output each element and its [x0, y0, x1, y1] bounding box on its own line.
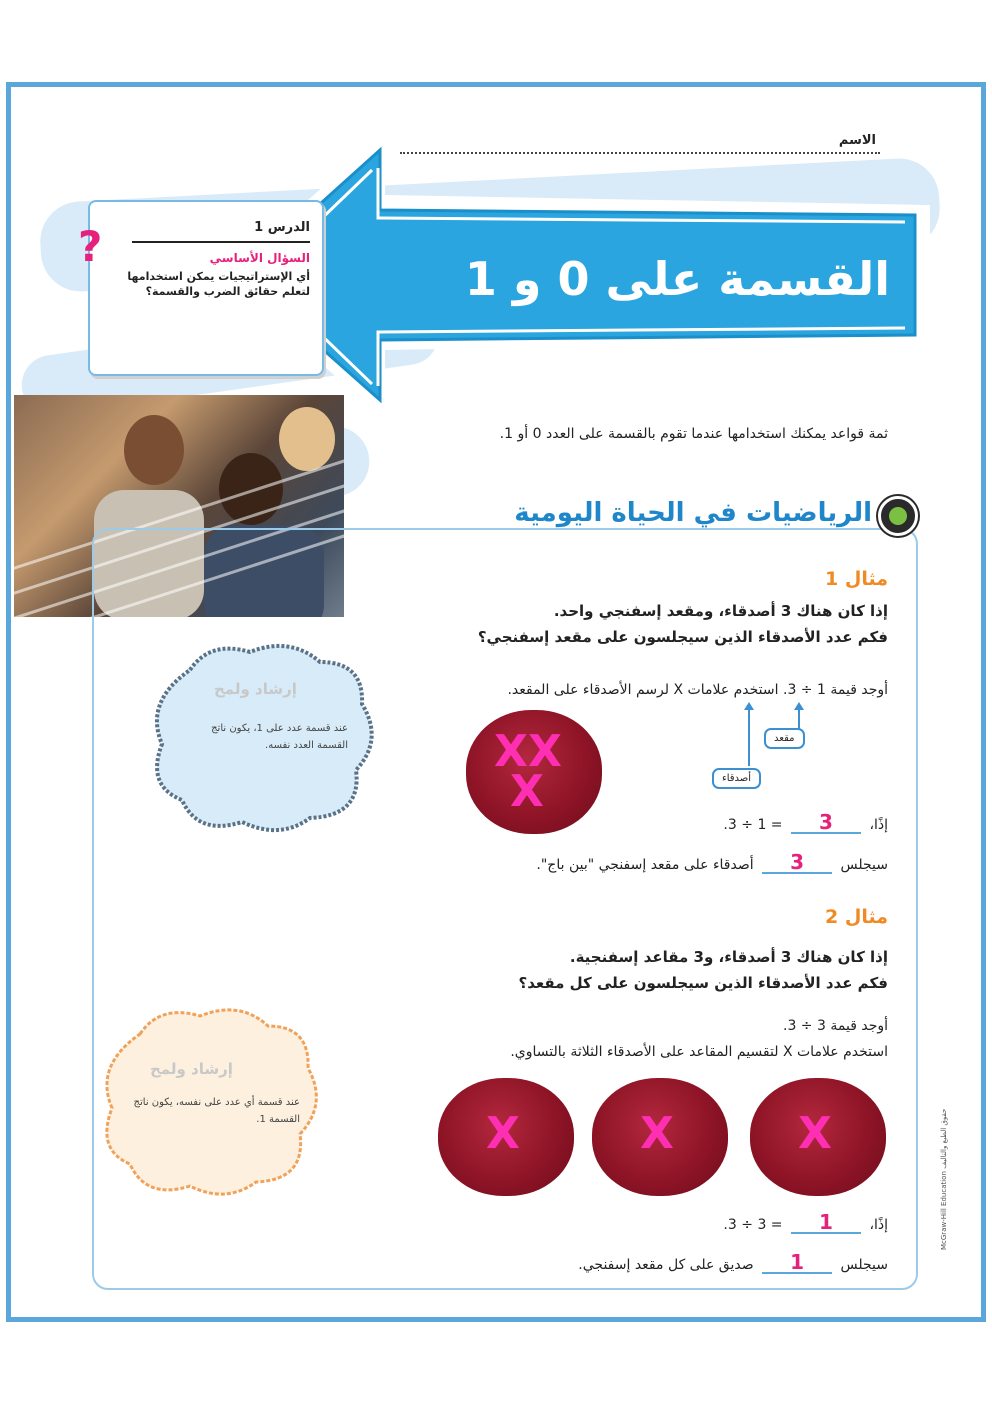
example2-question-line2: فكم عدد الأصدقاء الذين سيجلسون على كل مقعد؟: [518, 974, 888, 992]
result-prefix: إذًا،: [869, 817, 888, 833]
sit-suffix: صديق على كل مقعد إسفنجي.: [578, 1257, 754, 1273]
lesson-card: [88, 200, 324, 376]
x-mark: X: [640, 1108, 674, 1159]
x-mark: X: [494, 726, 528, 777]
beanbag-seat: [750, 1078, 886, 1196]
x-mark: X: [510, 766, 544, 817]
copyright-credit: McGraw-Hill Education حقوق الطبع والتأليف: [940, 1108, 948, 1250]
seat-tag: مقعد: [764, 728, 805, 749]
beanbag-seat: [592, 1078, 728, 1196]
question-mark-icon: ?: [78, 222, 103, 271]
example2-result-answer[interactable]: 1: [791, 1212, 861, 1234]
example1-heading: مثال 1: [825, 568, 888, 590]
sit-prefix: سيجلس: [840, 1257, 888, 1273]
name-label: الاسم: [838, 133, 876, 148]
result-prefix: إذًا،: [869, 1217, 888, 1233]
result-expression: = 3 ÷ 3.: [723, 1217, 783, 1233]
divider: [132, 241, 310, 243]
example1-question-line2: فكم عدد الأصدقاء الذين سيجلسون على مقعد إسفنجي؟: [477, 628, 888, 646]
example2-sit-answer[interactable]: 1: [762, 1252, 832, 1274]
friends-tag: أصدقاء: [712, 768, 761, 789]
intro-text: ثمة قواعد يمكنك استخدامها عندما تقوم بالقسمة على العدد 0 أو 1.: [499, 426, 888, 442]
sit-suffix: أصدقاء على مقعد إسفنجي "بين باج".: [536, 857, 754, 873]
tip2-title: إرشاد ولمح: [150, 1060, 233, 1078]
example2-instruction2: استخدم علامات X لتقسيم المقاعد على الأصدقاء الثلاثة بالتساوي.: [510, 1044, 888, 1060]
example2-instruction1: أوجد قيمة 3 ÷ 3.: [782, 1018, 888, 1034]
x-mark: X: [798, 1108, 832, 1159]
lesson-label: الدرس 1: [254, 220, 310, 235]
example1-sit: [536, 852, 888, 874]
example2-sit: [578, 1252, 888, 1274]
tip1-text: عند قسمة عدد على 1، يكون ناتج القسمة العدد نفسه.: [211, 723, 348, 751]
example1-result: [723, 812, 888, 834]
kid-head: [279, 407, 335, 471]
pointer-line: [748, 708, 750, 766]
beanbag-seat: [438, 1078, 574, 1196]
x-mark: X: [528, 726, 562, 777]
example2-result: [723, 1212, 888, 1234]
page-title: القسمة على 0 و 1: [464, 252, 890, 306]
section-title: الرياضيات في الحياة اليومية: [506, 498, 880, 528]
kid-head: [124, 415, 184, 485]
example1-result-answer[interactable]: 3: [791, 812, 861, 834]
example1-instruction: أوجد قيمة 1 ÷ 3. استخدم علامات X لرسم الأصدقاء على المقعد.: [507, 682, 888, 698]
example1-sit-answer[interactable]: 3: [762, 852, 832, 874]
x-mark: X: [486, 1108, 520, 1159]
pointer-arrow: [794, 702, 804, 710]
beanbag-seat: [466, 710, 602, 834]
tip2-text: عند قسمة أي عدد على نفسه، يكون ناتج القسمة 1.: [133, 1097, 300, 1125]
globe-icon: [878, 496, 918, 536]
essential-question: أي الإستراتيجيات يمكن استخدامها لتعلم حقائق الضرب والقسمة؟: [127, 270, 310, 298]
result-expression: = 1 ÷ 3.: [723, 817, 783, 833]
example2-question-line1: إذا كان هناك 3 أصدقاء، و3 مقاعد إسفنجية.: [569, 948, 888, 966]
pointer-arrow: [744, 702, 754, 710]
essential-question-title: السؤال الأساسي: [209, 251, 310, 265]
example1-question-line1: إذا كان هناك 3 أصدقاء، ومقعد إسفنجي واحد.: [553, 602, 888, 620]
sit-prefix: سيجلس: [840, 857, 888, 873]
example2-heading: مثال 2: [825, 906, 888, 928]
tip1-title: إرشاد ولمح: [214, 680, 297, 698]
